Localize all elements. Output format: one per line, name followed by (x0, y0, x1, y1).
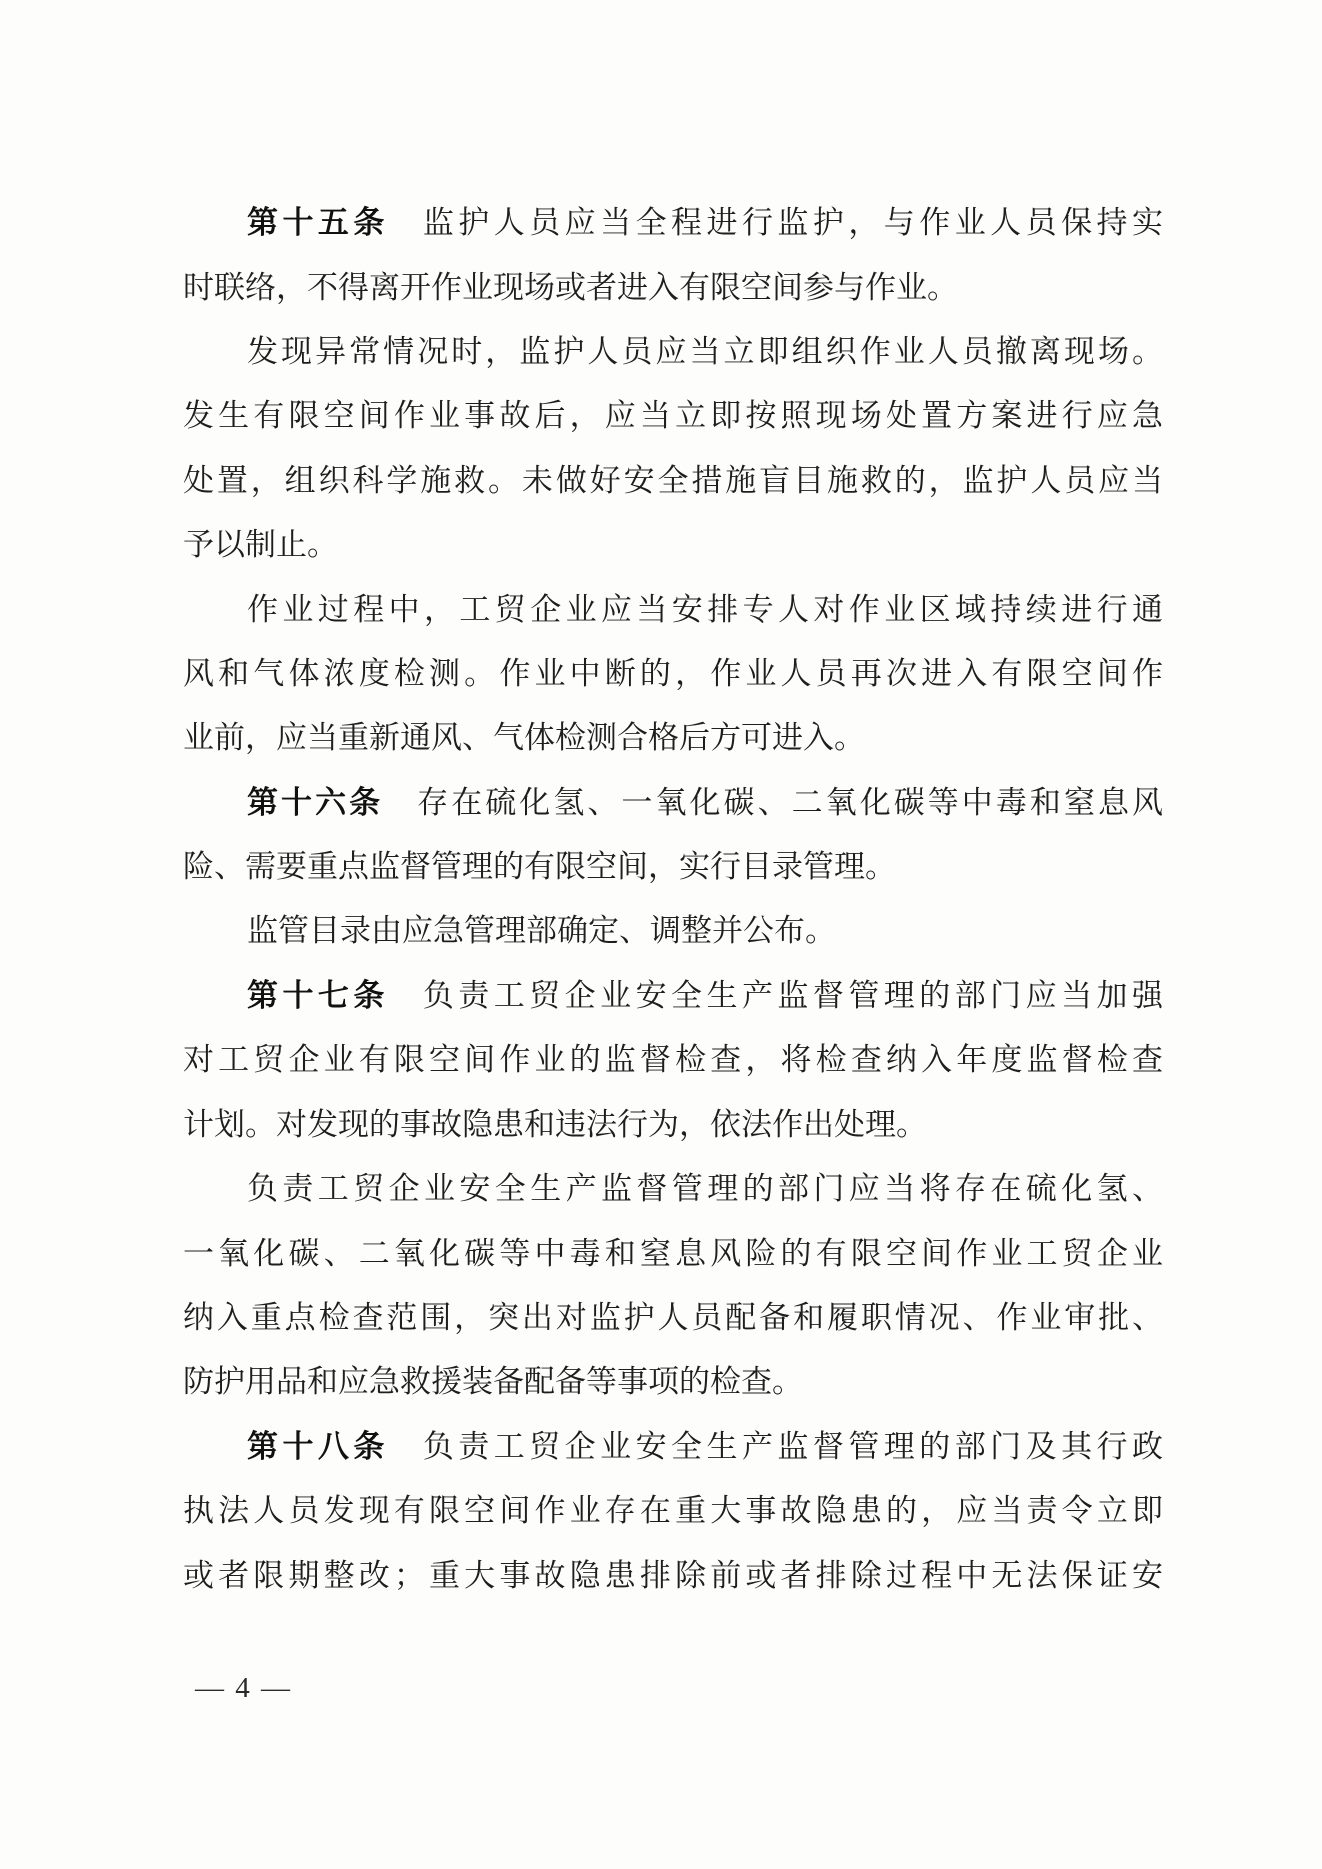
line-text: 发生有限空间作业事故后，应当立即按照现场处置方案进行应急 (183, 398, 1163, 434)
article-15-line-2 (183, 256, 1163, 320)
line-text: 处置，组织科学施救。未做好安全措施盲目施救的，监护人员应当 (183, 463, 1163, 499)
paragraph-line (183, 835, 1163, 899)
paragraph-line (183, 384, 1163, 448)
paragraph-line (183, 899, 1163, 963)
article-heading: 第十七条 (247, 978, 389, 1014)
paragraph-line (183, 1286, 1163, 1350)
line-text: 予以制止。 (183, 527, 338, 563)
paragraph-line (183, 449, 1163, 513)
article-heading: 第十八条 (247, 1429, 389, 1465)
article-heading: 第十五条 (247, 205, 389, 241)
line-text: 作业过程中，工贸企业应当安排专人对作业区域持续进行通 (247, 592, 1163, 628)
line-text: 负责工贸企业安全生产监督管理的部门及其行政 (422, 1429, 1164, 1465)
line-text: 发现异常情况时，监护人员应当立即组织作业人员撤离现场。 (247, 334, 1163, 370)
article-heading: 第十六条 (247, 785, 384, 821)
line-text: 对工贸企业有限空间作业的监督检查，将检查纳入年度监督检查 (183, 1042, 1163, 1078)
paragraph-line (183, 1093, 1163, 1157)
paragraph-line (183, 1028, 1163, 1092)
line-text: 风和气体浓度检测。作业中断的，作业人员再次进入有限空间作 (183, 656, 1163, 692)
paragraph-line (183, 1479, 1163, 1543)
paragraph-line (183, 513, 1163, 577)
line-text: 负责工贸企业安全生产监督管理的部门应当将存在硫化氢、 (247, 1171, 1163, 1207)
line-text: 或者限期整改；重大事故隐患排除前或者排除过程中无法保证安 (183, 1558, 1163, 1594)
line-text: 监护人员应当全程进行监护，与作业人员保持实 (422, 205, 1164, 241)
line-text: 存在硫化氢、一氧化碳、二氧化碳等中毒和窒息风 (417, 785, 1164, 821)
line-text: 执法人员发现有限空间作业存在重大事故隐患的，应当责令立即 (183, 1493, 1163, 1529)
article-16-line-1 (183, 771, 1163, 835)
article-15-line-1 (183, 191, 1163, 255)
line-text: 负责工贸企业安全生产监督管理的部门应当加强 (422, 978, 1164, 1014)
line-text: 时联络，不得离开作业现场或者进入有限空间参与作业。 (183, 270, 958, 306)
line-text: 一氧化碳、二氧化碳等中毒和窒息风险的有限空间作业工贸企业 (183, 1236, 1163, 1272)
paragraph-line (183, 1157, 1163, 1221)
line-text: 纳入重点检查范围，突出对监护人员配备和履职情况、作业审批、 (183, 1300, 1163, 1336)
line-text: 防护用品和应急救援装备配备等事项的检查。 (183, 1364, 803, 1400)
line-text: 计划。对发现的事故隐患和违法行为，依法作出处理。 (183, 1107, 927, 1143)
paragraph-line (183, 320, 1163, 384)
paragraph-line (183, 578, 1163, 642)
line-text: 业前，应当重新通风、气体检测合格后方可进入。 (183, 720, 865, 756)
article-18-line-1 (183, 1415, 1163, 1479)
paragraph-line (183, 1222, 1163, 1286)
line-text: 监管目录由应急管理部确定、调整并公布。 (247, 913, 836, 949)
paragraph-line (183, 1350, 1163, 1414)
page-number: — 4 — (195, 1672, 292, 1704)
article-17-line-1 (183, 964, 1163, 1028)
paragraph-line (183, 706, 1163, 770)
line-text: 险、需要重点监督管理的有限空间，实行目录管理。 (183, 849, 896, 885)
paragraph-line (183, 1544, 1163, 1608)
paragraph-line (183, 642, 1163, 706)
